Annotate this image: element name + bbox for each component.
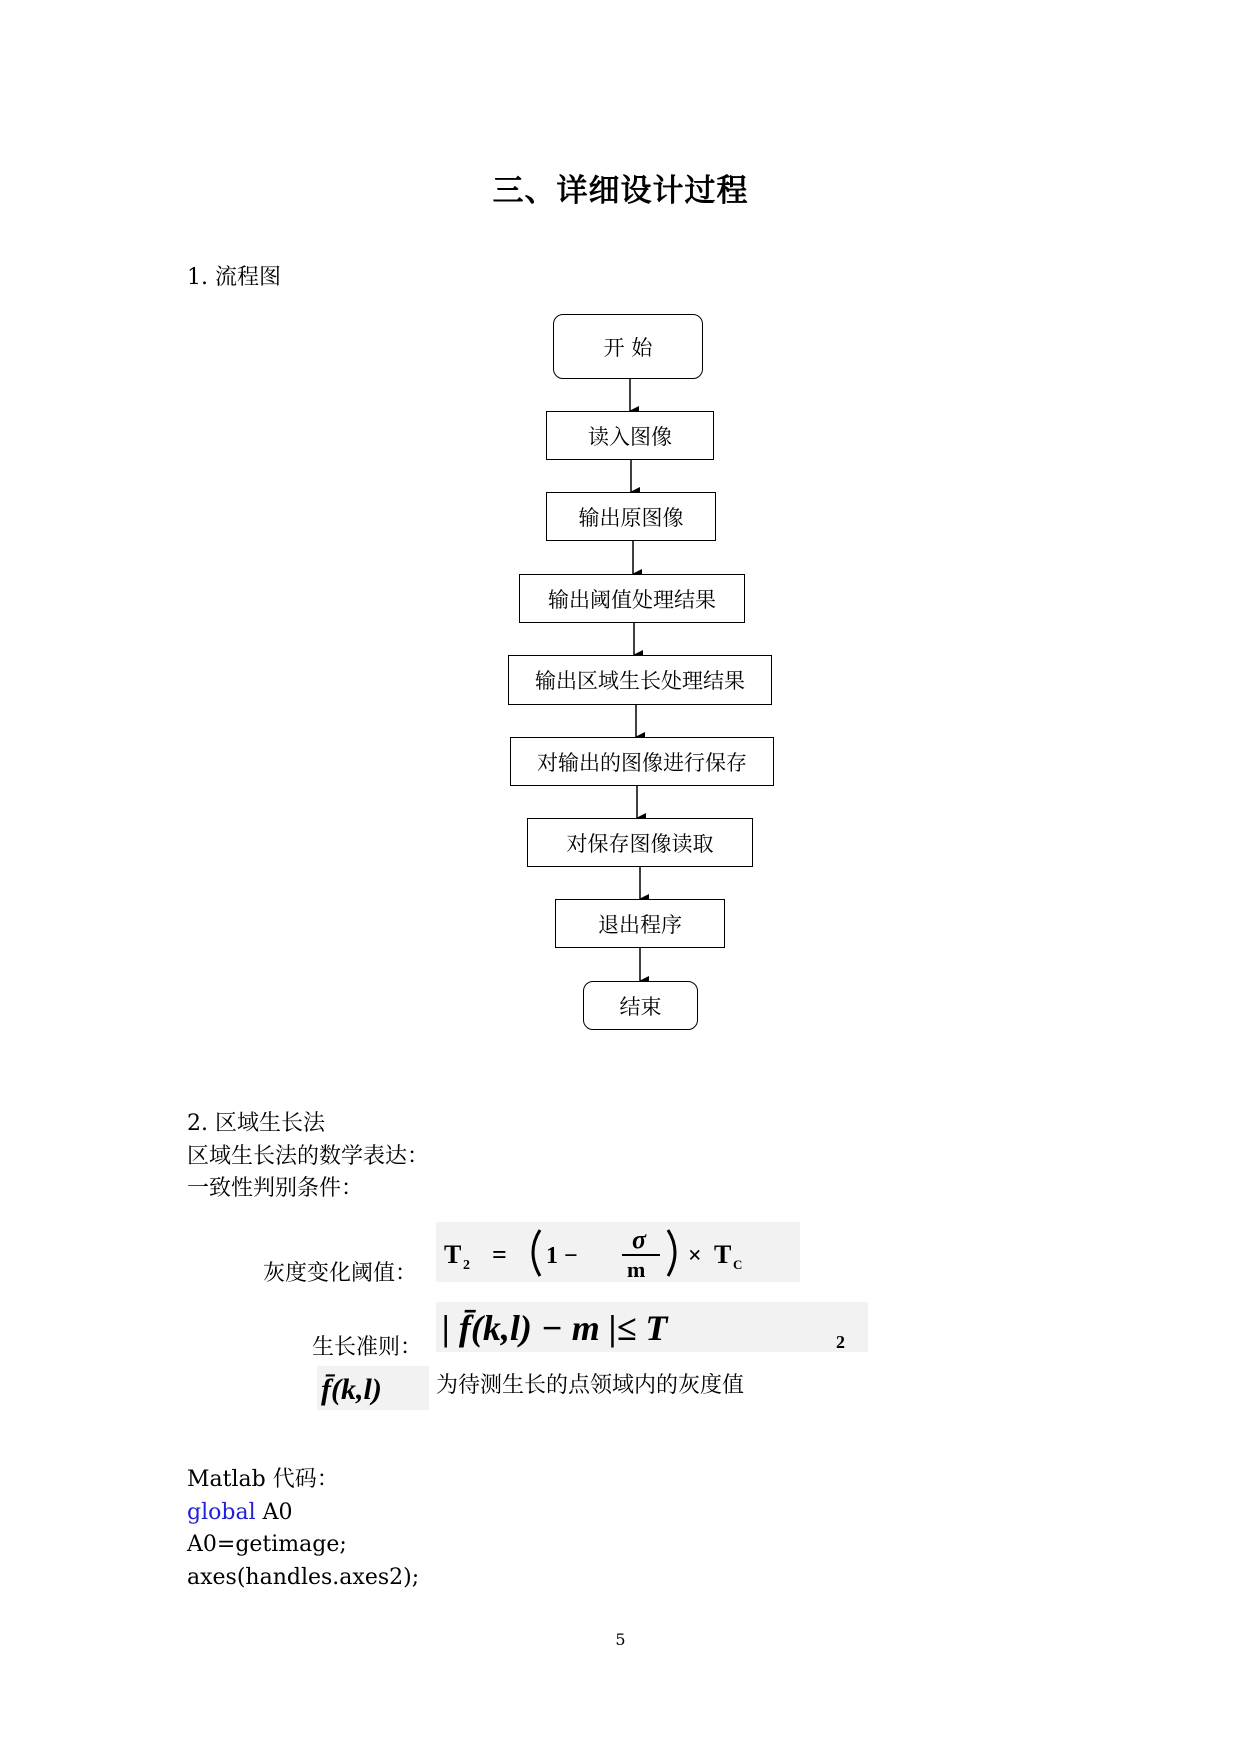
growth-label: 生长准则： <box>312 1335 423 1360</box>
region-growing-line2: 一致性判别条件： <box>187 1176 364 1201</box>
growth-formula <box>436 1302 868 1352</box>
flow-node-end: 结束 <box>583 981 698 1030</box>
code-keyword-global: global <box>187 1500 256 1525</box>
flowchart-section-title: 1. 流程图 <box>187 265 281 290</box>
page-number: 5 <box>615 1630 626 1649</box>
flow-node-exit: 退出程序 <box>555 899 725 948</box>
formula-t: T <box>444 1240 462 1269</box>
flow-node-read-saved: 对保存图像读取 <box>527 818 753 867</box>
fkl-formula-svg <box>317 1366 429 1410</box>
formula-sigma: σ <box>632 1225 647 1254</box>
formula-m: m <box>627 1257 646 1282</box>
formula-t-sub: 2 <box>463 1258 470 1273</box>
region-growing-title: 2. 区域生长法 <box>187 1111 325 1136</box>
threshold-label: 灰度变化阈值： <box>263 1261 418 1286</box>
formula-right-paren <box>668 1230 675 1276</box>
flow-node-output-region-growing: 输出区域生长处理结果 <box>508 655 772 705</box>
code-line-2: A0=getimage; <box>187 1532 347 1557</box>
code-line-3: axes(handles.axes2); <box>187 1565 420 1590</box>
growth-expression: | f̄(k,l) − m |≤ T <box>442 1308 668 1348</box>
formula-left-paren <box>533 1230 540 1276</box>
formula-tc-sub: C <box>733 1257 743 1272</box>
formula-one-minus: 1 − <box>546 1243 578 1269</box>
section-heading: 三、详细设计过程 <box>492 173 749 209</box>
threshold-formula-svg <box>436 1222 800 1282</box>
code-line-1 <box>187 1497 293 1529</box>
code-label: Matlab 代码： <box>187 1467 339 1492</box>
threshold-formula <box>436 1222 800 1282</box>
growth-sub: 2 <box>836 1332 845 1352</box>
flow-node-read-image: 读入图像 <box>546 411 714 460</box>
fkl-formula <box>317 1366 429 1410</box>
flow-node-start: 开 始 <box>553 314 703 379</box>
flow-node-save-output: 对输出的图像进行保存 <box>510 737 774 786</box>
code-line-1-rest: A0 <box>255 1500 293 1525</box>
flow-node-output-original: 输出原图像 <box>546 492 716 541</box>
formula-equals: = <box>492 1240 507 1269</box>
formula-tc: T <box>714 1240 732 1269</box>
region-growing-line1: 区域生长法的数学表达： <box>187 1144 430 1169</box>
flow-node-output-threshold: 输出阈值处理结果 <box>519 574 745 623</box>
fkl-expression: f̄(k,l) <box>321 1373 382 1406</box>
formula-times: × <box>688 1243 702 1269</box>
growth-formula-svg <box>436 1302 868 1352</box>
fkl-description: 为待测生长的点领域内的灰度值 <box>436 1373 745 1398</box>
